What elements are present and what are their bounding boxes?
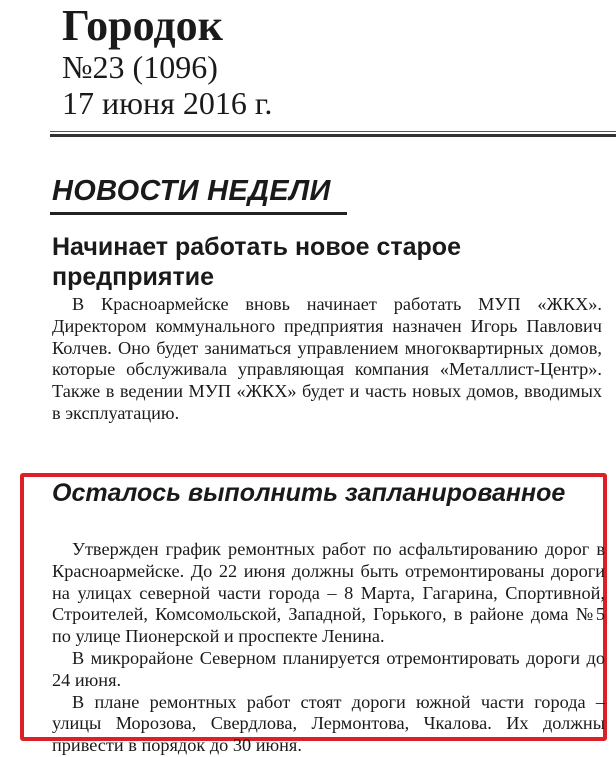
masthead-divider-thin (50, 131, 616, 132)
article-headline-2: Осталось выполнить запланированное (52, 479, 566, 507)
section-title: НОВОСТИ НЕДЕЛИ (52, 175, 331, 207)
article-body-1 (52, 294, 602, 425)
newspaper-title: Городок (62, 1, 223, 50)
issue-date: 17 июня 2016 г. (62, 85, 273, 121)
issue-number: №23 (1096) (62, 49, 218, 85)
article-paragraph: В Красноармейске вновь начинает работать МУП «ЖКХ». Директором коммунального предприятия назначен Игорь Павлович Колчев. Оно будет заниматься управлением многоквартирных домов, которые обслуживала управляющая компания «Металлист-Центр». Также в ведении МУП «ЖКХ» будет и часть новых домов, вводимых в эксплуатацию. (52, 294, 602, 423)
article-paragraph: В микрорайоне Северном планируется отремонтировать дороги до 24 июня. (52, 647, 605, 690)
article-body-2 (52, 539, 605, 757)
article-paragraph: В плане ремонтных работ стоят дороги южной части города – улицы Морозова, Свердлова, Лермонтова, Чкалова. Их должны привести в порядок до 30 июня. (52, 691, 605, 756)
article-headline-1: Начинает работать новое старое предприятие (52, 233, 461, 291)
article-paragraph: Утвержден график ремонтных работ по асфальтированию дорог в Красноармейске. До 22 июня должны быть отремонтированы дороги на улицах северной части города – 8 Марта, Гагарина, Спортивной, Строителей, Комсомольской, Западной, Горького, в районе дома №5 по улице Пионерской и проспекте Ленина. (52, 539, 605, 647)
masthead-divider-thick (50, 134, 616, 137)
section-underline (50, 212, 347, 215)
